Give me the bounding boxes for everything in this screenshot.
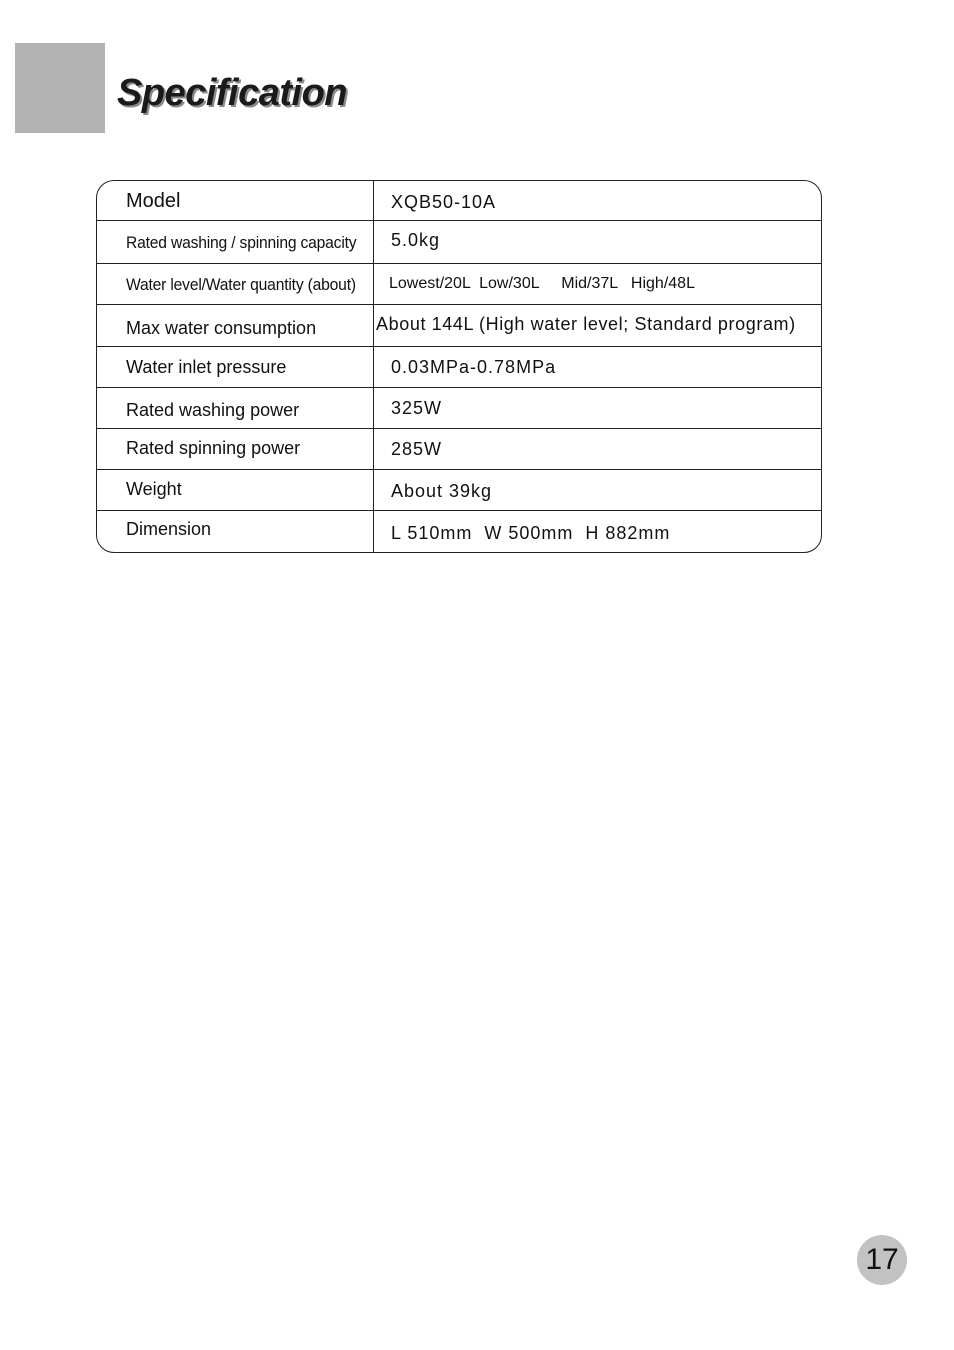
specification-table [96, 180, 822, 553]
spec-row-inlet-pressure [97, 347, 821, 388]
spec-value: 5.0kg [391, 230, 441, 250]
corner-decoration-block [15, 43, 105, 133]
spec-label: Rated washing / spinning capacity [126, 233, 357, 252]
spec-row-capacity [97, 220, 821, 264]
spec-value: About 39kg [391, 481, 493, 501]
spec-label: Water inlet pressure [126, 357, 287, 377]
spec-row-dimension [97, 511, 821, 553]
spec-label: Weight [126, 479, 182, 499]
spec-value: 325W [391, 398, 443, 418]
spec-label: Water level/Water quantity (about) [126, 275, 356, 294]
spec-row-model [97, 181, 821, 221]
spec-value: XQB50-10A [391, 192, 497, 212]
spec-row-washing-power [97, 388, 821, 429]
page-title: Specification [117, 72, 347, 114]
spec-row-weight [97, 470, 821, 511]
spec-value: About 144L (High water level; Standard program) [376, 314, 796, 334]
spec-row-spinning-power [97, 429, 821, 470]
spec-label: Rated washing power [126, 400, 300, 420]
spec-value: 285W [391, 439, 443, 459]
spec-row-max-water [97, 305, 821, 347]
page-number-badge: 17 [857, 1235, 907, 1285]
spec-label: Rated spinning power [126, 438, 301, 458]
spec-value: L 510mm W 500mm H 882mm [391, 523, 671, 543]
spec-value: 0.03MPa-0.78MPa [391, 357, 557, 377]
spec-value: Lowest/20L Low/30L Mid/37L High/48L [389, 275, 695, 292]
spec-label: Max water consumption [126, 318, 317, 338]
spec-label: Dimension [126, 519, 212, 539]
spec-label: Model [126, 190, 181, 212]
spec-row-water-level [97, 264, 821, 305]
